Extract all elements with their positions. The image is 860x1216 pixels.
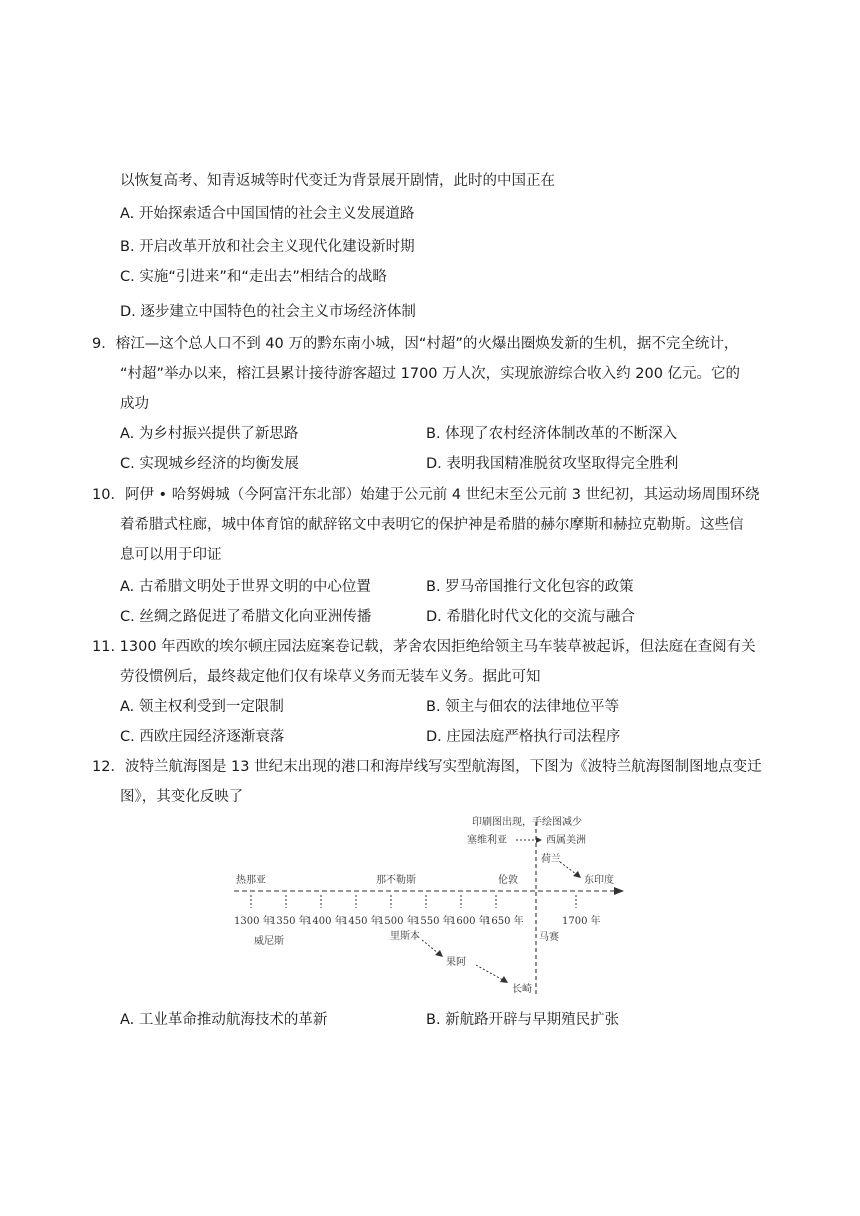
place-goa: 果阿 xyxy=(446,957,466,968)
year-1400: 1400 年 xyxy=(306,916,345,927)
place-genoa: 热那亚 xyxy=(236,875,266,886)
q9-option-d: D. 表明我国精准脱贫攻坚取得完全胜利 xyxy=(426,456,679,472)
q10-stem-line-2: 着希腊式柱廊，城中体育馆的献辞铭文中表明它的保护神是希腊的赫尔摩斯和赫拉克勒斯。这些信 xyxy=(120,517,744,533)
year-1600: 1600 年 xyxy=(450,916,489,927)
portolan-chart-figure xyxy=(226,812,636,1002)
q10-option-b: B. 罗马帝国推行文化包容的政策 xyxy=(426,579,634,595)
year-1550: 1550 年 xyxy=(414,916,453,927)
q8-option-c: C. 实施“引进来”和“走出去”相结合的战略 xyxy=(120,269,387,285)
q9-option-a: A. 为乡村振兴提供了新思路 xyxy=(120,426,299,442)
q10-stem-line-1: 10．阿伊 • 哈努姆城（今阿富汗东北部）始建于公元前 4 世纪末至公元前 3 世纪初，其运动场周围环绕 xyxy=(92,487,760,503)
place-marseille: 马赛 xyxy=(539,932,559,943)
place-lisbon: 里斯本 xyxy=(390,931,420,942)
q9-stem-line-1: 9．榕江—这个总人口不到 40 万的黔东南小城，因“村超”的火爆出圈焕发新的生机，据不完全统计， xyxy=(92,336,739,352)
q11-option-b: B. 领主与佃农的法律地位平等 xyxy=(426,699,620,715)
q11-stem-line-1: 11. 1300 年西欧的埃尔顿庄园法庭案卷记载，茅舍农因拒绝给领主马车装草被起诉，但法庭在查阅有关 xyxy=(92,639,756,655)
q12-option-a: A. 工业革命推动航海技术的革新 xyxy=(120,1012,328,1028)
year-1700: 1700 年 xyxy=(562,916,601,927)
place-london: 伦敦 xyxy=(498,875,518,886)
place-seville: 塞维利亚 xyxy=(467,835,507,846)
q11-stem-line-2: 劳役惯例后，最终裁定他们仅有垛草义务而无装车义务。据此可知 xyxy=(120,669,541,685)
year-1500: 1500 年 xyxy=(378,916,417,927)
year-1300: 1300 年 xyxy=(234,916,273,927)
year-1350: 1350 年 xyxy=(270,916,309,927)
q10-option-c: C. 丝绸之路促进了希腊文化向亚洲传播 xyxy=(120,609,372,625)
place-netherlands: 荷兰 xyxy=(541,854,561,865)
top-note: 印刷图出现，手绘图减少 xyxy=(472,817,582,828)
place-spanish-america: 西属美洲 xyxy=(546,835,586,846)
q10-option-a: A. 古希腊文明处于世界文明的中心位置 xyxy=(120,579,371,595)
q8-option-b: B. 开启改革开放和社会主义现代化建设新时期 xyxy=(120,239,415,255)
q11-option-c: C. 西欧庄园经济逐渐衰落 xyxy=(120,729,285,745)
year-1650: 1650 年 xyxy=(485,916,524,927)
q8-option-d: D. 逐步建立中国特色的社会主义市场经济体制 xyxy=(120,304,416,320)
q8-option-a: A. 开始探索适合中国国情的社会主义发展道路 xyxy=(120,206,415,222)
place-venice: 威尼斯 xyxy=(254,936,284,947)
place-nagasaki: 长崎 xyxy=(512,984,532,995)
q10-stem-line-3: 息可以用于印证 xyxy=(120,547,222,563)
q8-stem-tail: 以恢复高考、知青返城等时代变迁为背景展开剧情，此时的中国正在 xyxy=(120,173,555,189)
place-east-indies: 东印度 xyxy=(584,875,614,886)
year-1450: 1450 年 xyxy=(342,916,381,927)
timeline-arrow-icon xyxy=(614,887,624,895)
q10-option-d: D. 希腊化时代文化的交流与融合 xyxy=(426,609,635,625)
q9-stem-line-3: 成功 xyxy=(120,396,149,412)
q12-stem-line-2: 图》，其变化反映了 xyxy=(120,789,244,805)
q9-stem-line-2: “村超”举办以来，榕江县累计接待游客超过 1700 万人次，实现旅游综合收入约 200 亿元。它的 xyxy=(120,366,741,382)
q9-option-b: B. 体现了农村经济体制改革的不断深入 xyxy=(426,426,678,442)
q12-option-b: B. 新航路开辟与早期殖民扩张 xyxy=(426,1012,620,1028)
q11-option-a: A. 领主权利受到一定限制 xyxy=(120,699,284,715)
place-naples: 那不勒斯 xyxy=(376,875,416,886)
q9-option-c: C. 实现城乡经济的均衡发展 xyxy=(120,456,299,472)
q11-option-d: D. 庄园法庭严格执行司法程序 xyxy=(426,729,621,745)
q12-stem-line-1: 12．波特兰航海图是 13 世纪末出现的港口和海岸线写实型航海图，下图为《波特兰航海图制图地点变迁 xyxy=(92,759,762,775)
